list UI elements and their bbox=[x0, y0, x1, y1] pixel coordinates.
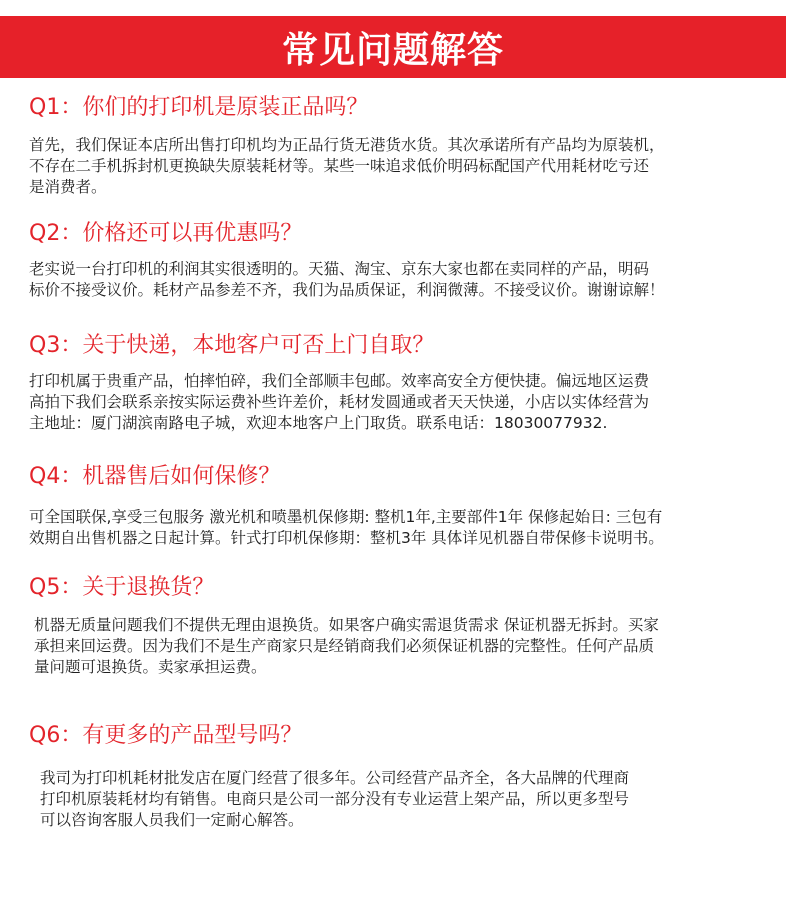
answer-line: 打印机属于贵重产品，怕摔怕碎，我们全部顺丰包邮。效率高安全方便快捷。偏远地区运费 bbox=[29, 372, 650, 390]
faq-question-4: Q4：机器售后如何保修？ bbox=[29, 464, 281, 489]
faq-question-5: Q5：关于退换货？ bbox=[29, 575, 215, 600]
faq-question-2: Q2：价格还可以再优惠吗？ bbox=[29, 221, 303, 246]
faq-answer-6 bbox=[40, 768, 629, 831]
answer-line: 主地址：厦门湖滨南路电子城，欢迎本地客户上门取货。联系电话：18030077932. bbox=[29, 414, 608, 432]
answer-line: 高拍下我们会联系亲按实际运费补些许差价，耗材发圆通或者天天快递，小店以实体经营为 bbox=[29, 393, 650, 411]
answer-line: 我司为打印机耗材批发店在厦门经营了很多年。公司经营产品齐全，各大品牌的代理商 bbox=[40, 769, 630, 787]
answer-line: 量问题可退换货。卖家承担运费。 bbox=[34, 658, 267, 676]
faq-answer-1 bbox=[29, 135, 665, 198]
answer-line: 可全国联保,享受三包服务 激光机和喷墨机保修期: 整机1年,主要部件1年 保修起始日: 三包有 bbox=[29, 508, 663, 526]
title-banner bbox=[0, 16, 786, 78]
faq-question-1: Q1：你们的打印机是原装正品吗？ bbox=[29, 95, 369, 120]
answer-line: 是消费者。 bbox=[29, 178, 107, 196]
answer-line: 效期自出售机器之日起计算。针式打印机保修期：整机3年 具体详见机器自带保修卡说明书。 bbox=[29, 529, 664, 547]
faq-answer-5 bbox=[34, 615, 659, 678]
answer-line: 首先，我们保证本店所出售打印机均为正品行货无港货水货。其次承诺所有产品均为原装机， bbox=[29, 136, 665, 154]
faq-question-6: Q6：有更多的产品型号吗？ bbox=[29, 723, 303, 748]
answer-line: 不存在二手机拆封机更换缺失原装耗材等。某些一味追求低价明码标配国产代用耗材吃亏还 bbox=[29, 157, 650, 175]
answer-line: 打印机原装耗材均有销售。电商只是公司一部分没有专业运营上架产品，所以更多型号 bbox=[40, 790, 630, 808]
faq-answer-3 bbox=[29, 371, 649, 434]
faq-question-3: Q3：关于快递，本地客户可否上门自取？ bbox=[29, 333, 435, 358]
faq-answer-2 bbox=[29, 259, 665, 301]
answer-line: 标价不接受议价。耗材产品参差不齐，我们为品质保证，利润微薄。不接受议价。谢谢谅解！ bbox=[29, 281, 665, 299]
answer-line: 老实说一台打印机的利润其实很透明的。天猫、淘宝、京东大家也都在卖同样的产品，明码 bbox=[29, 260, 650, 278]
answer-line: 机器无质量问题我们不提供无理由退换货。如果客户确实需退货需求 保证机器无拆封。买家 bbox=[34, 616, 659, 634]
answer-line: 承担来回运费。因为我们不是生产商家只是经销商我们必须保证机器的完整性。任何产品质 bbox=[34, 637, 655, 655]
page-title: 常见问题解答 bbox=[281, 29, 504, 71]
faq-answer-4 bbox=[29, 507, 664, 549]
answer-line: 可以咨询客服人员我们一定耐心解答。 bbox=[40, 811, 304, 829]
